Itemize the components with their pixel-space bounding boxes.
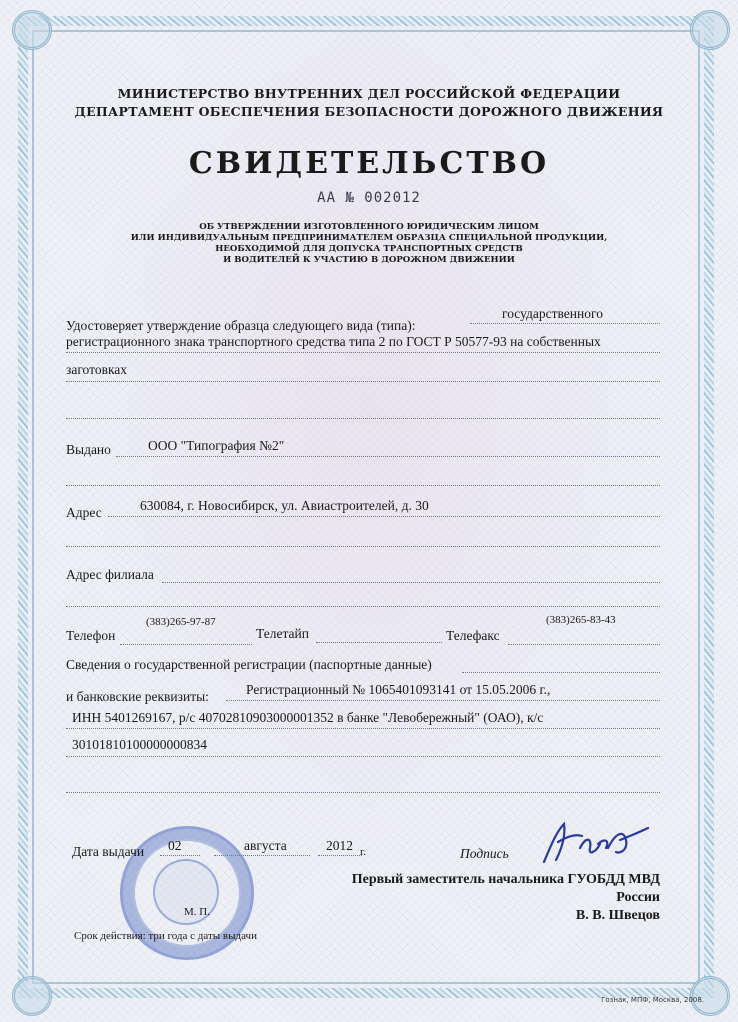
branch-address-label: Адрес филиала xyxy=(66,567,154,582)
fill-line xyxy=(66,792,660,793)
issue-date-year: 2012 xyxy=(326,838,353,853)
fill-line xyxy=(162,582,660,583)
fill-line xyxy=(214,855,310,856)
about-line-3: НЕОБХОДИМОЙ ДЛЯ ДОПУСКА ТРАНСПОРТНЫХ СРЕДСТВ xyxy=(215,244,523,254)
certifies-value-line-1: государственного xyxy=(502,306,603,321)
about-line-1: ОБ УТВЕРЖДЕНИИ ИЗГОТОВЛЕННОГО ЮРИДИЧЕСКИМ ЛИЦОМ xyxy=(199,222,539,232)
fill-line xyxy=(116,456,660,457)
fill-line xyxy=(462,672,660,673)
issue-date-label: Дата выдачи xyxy=(72,844,145,859)
registration-value-line-2: ИНН 5401269167, р/с 40702810903000001352 в банке "Левобережный" (ОАО), к/с xyxy=(72,710,544,725)
fill-line xyxy=(66,352,660,353)
about-line-2: ИЛИ ИНДИВИДУАЛЬНЫМ ПРЕДПРИНИМАТЕЛЕМ ОБРАЗЦА СПЕЦИАЛЬНОЙ ПРОДУКЦИИ, xyxy=(130,233,608,243)
issue-date-year-suffix: г. xyxy=(360,846,367,858)
address-value: 630084, г. Новосибирск, ул. Авиастроителей, д. 30 xyxy=(140,498,429,513)
address-label: Адрес xyxy=(66,505,102,520)
fill-line xyxy=(66,728,660,729)
corner-rosette-icon xyxy=(12,10,52,50)
issued-label: Выдано xyxy=(66,442,111,457)
fill-line xyxy=(316,642,442,643)
signer-name: В. В. Швецов xyxy=(575,908,660,923)
certifies-label: Удостоверяет утверждение образца следующего вида (типа): xyxy=(66,318,416,333)
registration-value-line-1: Регистрационный № 1065401093141 от 15.05.2006 г., xyxy=(246,682,551,697)
fill-line xyxy=(66,485,660,486)
issued-value: ООО "Типография №2" xyxy=(148,438,285,453)
fill-line xyxy=(66,606,660,607)
fax-label: Телефакс xyxy=(446,628,500,643)
fill-line xyxy=(66,756,660,757)
department-heading: ДЕПАРТАМЕНТ ОБЕСПЕЧЕНИЯ БЕЗОПАСНОСТИ ДОРОЖНОГО ДВИЖЕНИЯ xyxy=(74,104,664,119)
printer-note: Гознак, МПФ, Москва, 2008. xyxy=(601,996,704,1004)
fill-line xyxy=(508,644,660,645)
certificate-number: АА № 002012 xyxy=(317,190,421,206)
ministry-heading: МИНИСТЕРСТВО ВНУТРЕННИХ ДЕЛ РОССИЙСКОЙ ФЕДЕРАЦИИ xyxy=(117,86,621,101)
fill-line xyxy=(160,855,200,856)
issue-date-day: 02 xyxy=(168,838,182,853)
fill-line xyxy=(120,644,252,645)
fill-line xyxy=(318,855,362,856)
signature-label: Подпись xyxy=(460,846,509,861)
certifies-value-line-2: регистрационного знака транспортного средства типа 2 по ГОСТ Р 50577-93 на собственных xyxy=(66,334,601,349)
issue-date-month: августа xyxy=(244,838,287,853)
fax-value: (383)265-83-43 xyxy=(546,614,616,626)
phone-label: Телефон xyxy=(66,628,116,643)
about-line-4: И ВОДИТЕЛЕЙ К УЧАСТИЮ В ДОРОЖНОМ ДВИЖЕНИИ xyxy=(223,255,515,265)
certifies-value-line-3: заготовках xyxy=(66,362,128,377)
corner-rosette-icon xyxy=(690,10,730,50)
fill-line xyxy=(226,700,660,701)
signer-position-line-2: России xyxy=(616,890,660,905)
bank-details-label: и банковские реквизиты: xyxy=(66,689,209,704)
fill-line xyxy=(66,546,660,547)
fill-line xyxy=(66,381,660,382)
validity-note: Срок действия: три года с даты выдачи xyxy=(74,930,257,942)
phone-value: (383)265-97-87 xyxy=(146,616,216,628)
teletype-label: Телетайп xyxy=(256,626,309,641)
stamp-placeholder-label: М. П. xyxy=(184,906,210,918)
registration-label: Сведения о государственной регистрации (паспортные данные) xyxy=(66,657,432,672)
signer-position-line-1: Первый заместитель начальника ГУОБДД МВД xyxy=(351,872,660,887)
fill-line xyxy=(66,418,660,419)
registration-value-line-3: 30101810100000000834 xyxy=(72,737,207,752)
fill-line xyxy=(470,323,660,324)
document-title: СВИДЕТЕЛЬСТВО xyxy=(188,146,550,181)
handwritten-signature xyxy=(536,818,652,868)
fill-line xyxy=(108,516,660,517)
corner-rosette-icon xyxy=(12,976,52,1016)
